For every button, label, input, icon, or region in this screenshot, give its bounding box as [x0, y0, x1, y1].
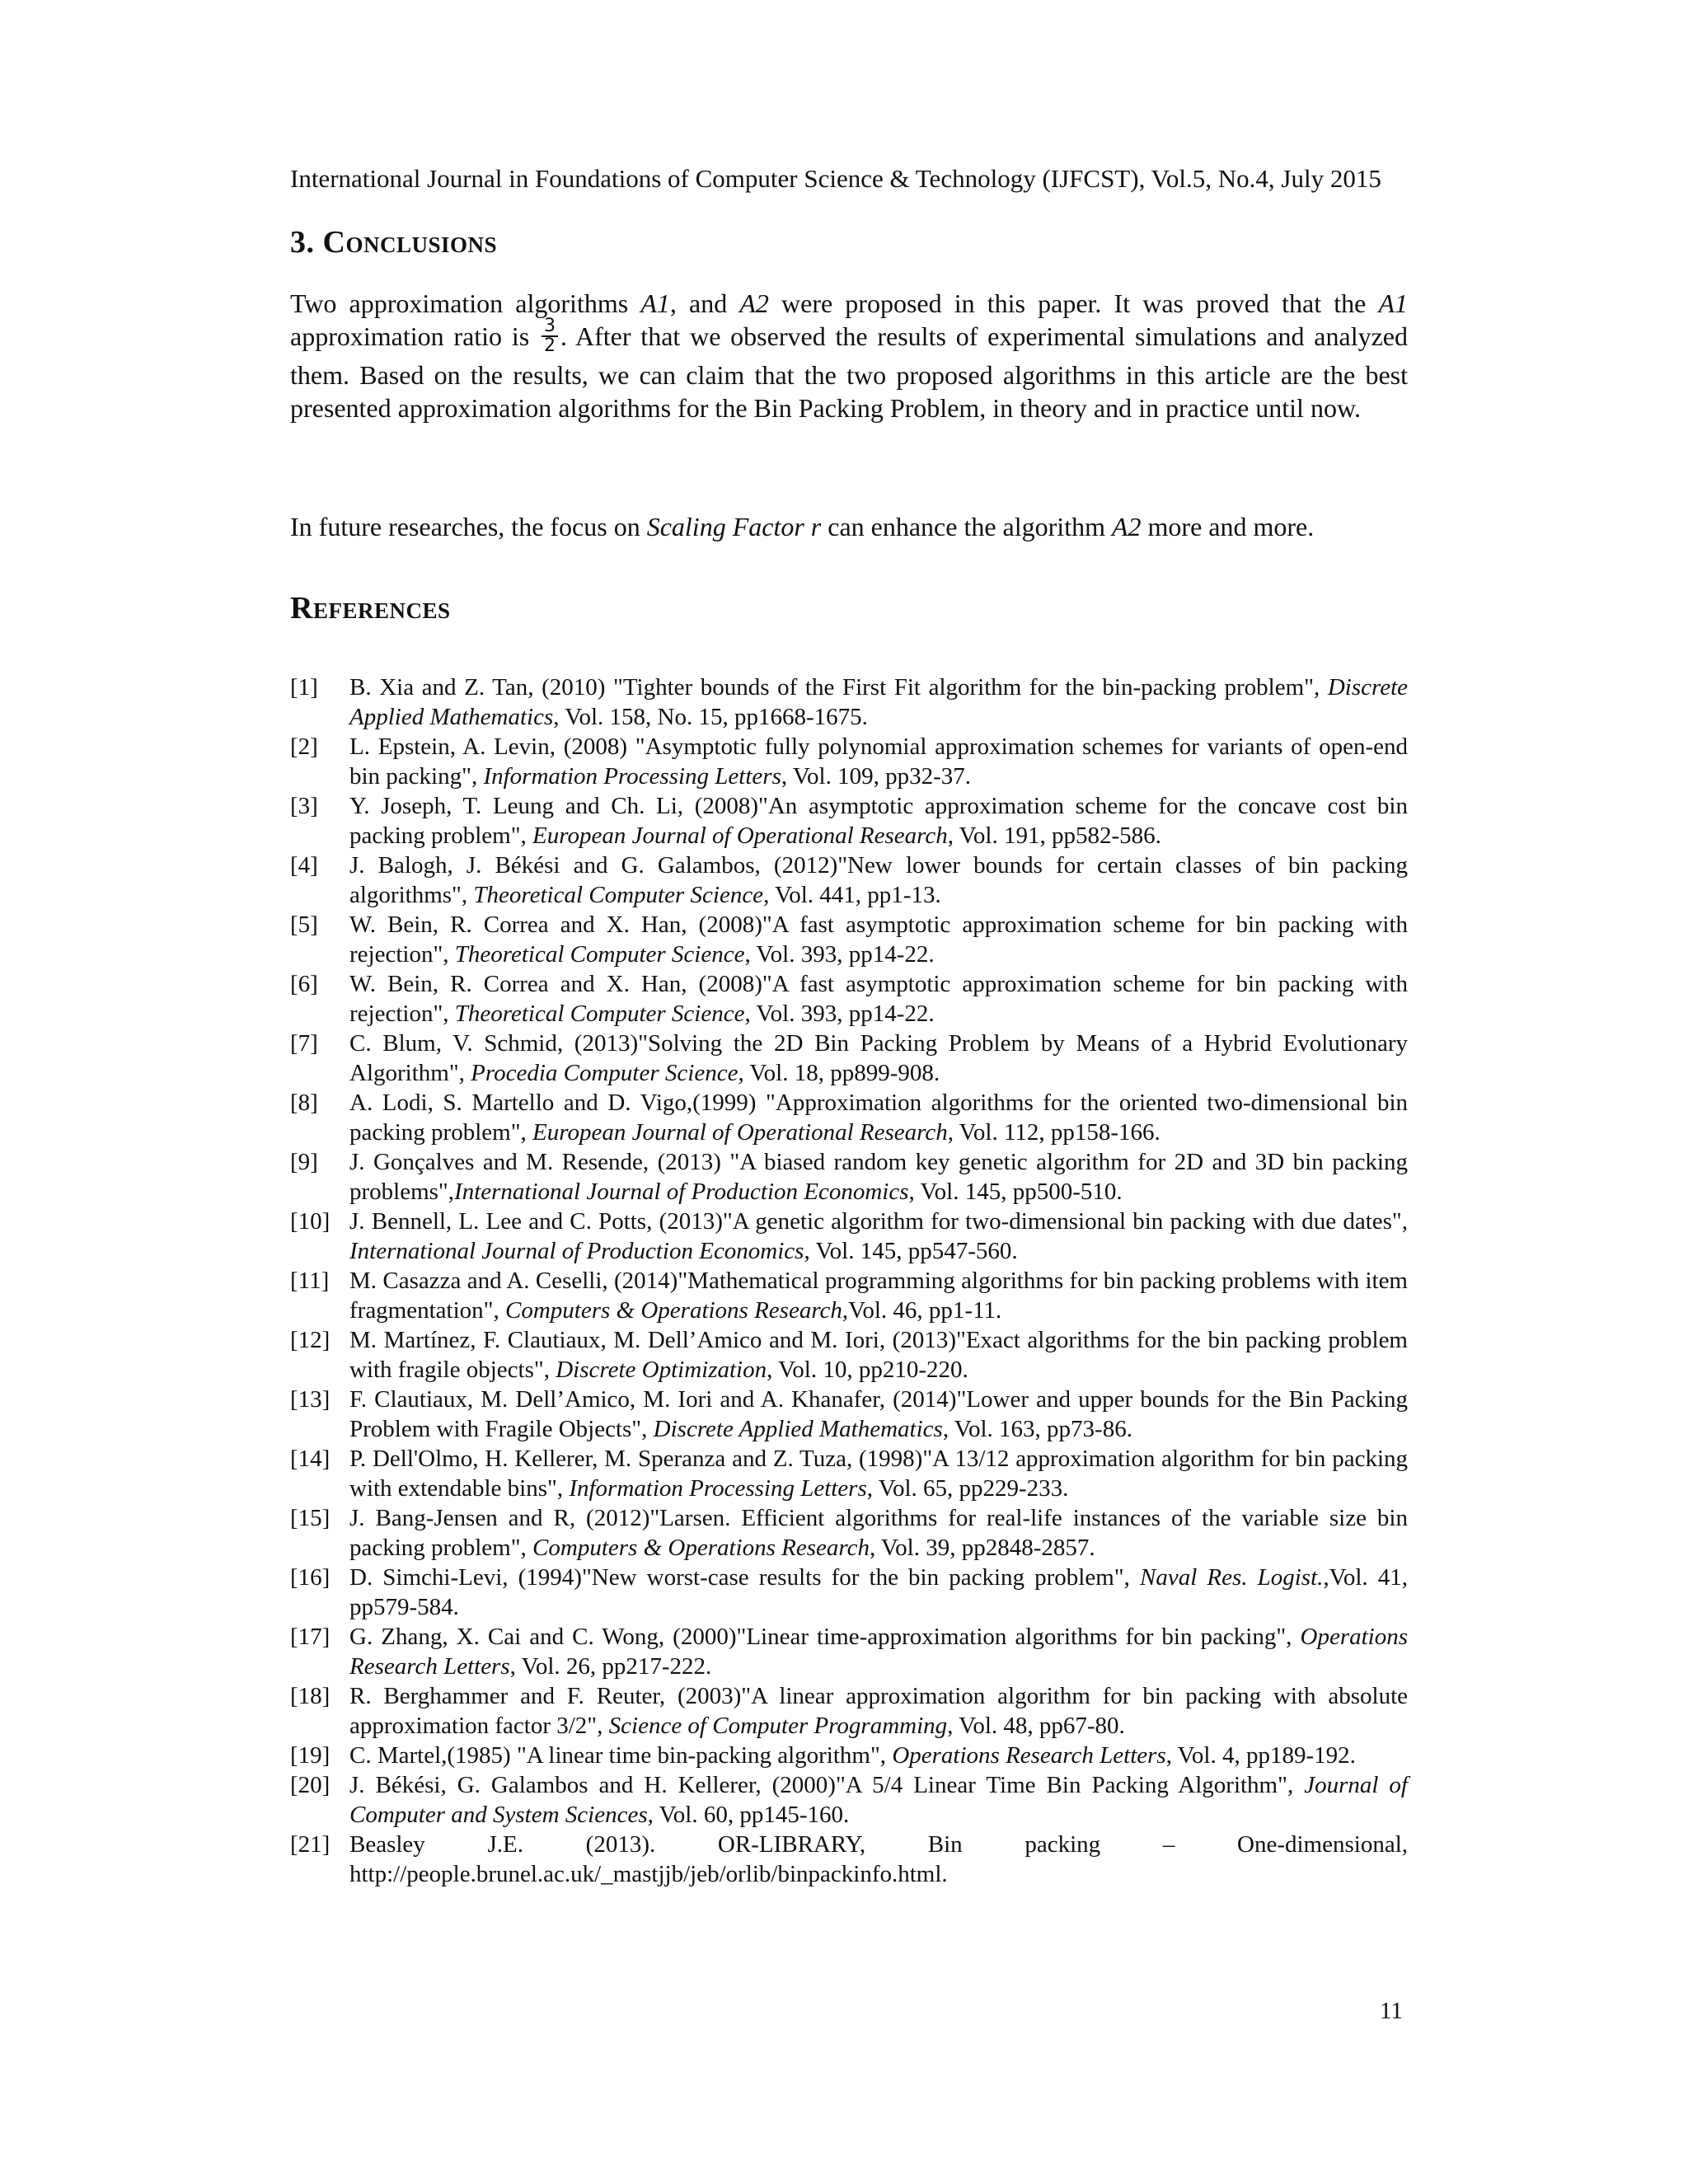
reference-number: [10] [290, 1208, 331, 1235]
reference-item [290, 1741, 1408, 1770]
reference-number: [3] [290, 793, 318, 819]
text-run: In future researches, the focus on [290, 512, 647, 541]
reference-item [290, 1385, 1408, 1444]
reference-details: ,Vol. 46, pp1-11. [842, 1297, 1002, 1324]
reference-item [290, 732, 1408, 791]
reference-item [290, 1088, 1408, 1147]
reference-venue: Information Processing Letters [483, 763, 781, 790]
reference-text: J. Bang-Jensen and R, (2012)"Larsen. Efficient algorithms for real-life instances of the variable size bin packing problem", [349, 1505, 1408, 1561]
reference-venue: Discrete Optimization [556, 1357, 767, 1383]
reference-number: [13] [290, 1386, 331, 1413]
reference-details: , Vol. 18, pp899-908. [738, 1060, 940, 1086]
reference-text: P. Dell'Olmo, H. Kellerer, M. Speranza and Z. Tuza, (1998)"A 13/12 approximation algorithm for bin packing with extendable bins", [349, 1446, 1408, 1502]
reference-text: Y. Joseph, T. Leung and Ch. Li, (2008)"An asymptotic approximation scheme for the concave cost bin packing problem", [349, 793, 1408, 849]
reference-venue: Theoretical Computer Science [454, 941, 745, 968]
reference-number: [1] [290, 674, 318, 701]
reference-venue: Theoretical Computer Science [473, 882, 764, 908]
reference-details: , Vol. 26, pp217-222. [509, 1653, 712, 1680]
reference-venue: Science of Computer Programming [608, 1713, 948, 1739]
reference-number: [4] [290, 852, 318, 879]
reference-details: , Vol. 4, pp189-192. [1165, 1742, 1356, 1769]
text-run: can enhance the algorithm [821, 512, 1112, 541]
fraction-denominator: 2 [543, 335, 556, 356]
page-number: 11 [1380, 1998, 1403, 2024]
reference-venue: European Journal of Operational Research [532, 1119, 948, 1146]
reference-number: [15] [290, 1505, 331, 1531]
reference-venue: Discrete Applied Mathematics [653, 1416, 943, 1442]
reference-text: J. Balogh, J. Békési and G. Galambos, (2012)"New lower bounds for certain classes of bin packing algorithms", [349, 852, 1408, 908]
reference-item [290, 791, 1408, 851]
section-title: Conclusions [322, 225, 497, 260]
reference-venue: European Journal of Operational Research [532, 823, 948, 849]
reference-details: , Vol. 158, No. 15, pp1668-1675. [553, 704, 868, 730]
text-run: more and more. [1141, 512, 1315, 541]
reference-number: [20] [290, 1772, 331, 1798]
reference-text: G. Zhang, X. Cai and C. Wong, (2000)"Linear time-approximation algorithms for bin packing", [349, 1624, 1301, 1650]
reference-details: ,Vol. 41, pp579-584. [349, 1564, 1409, 1620]
reference-item [290, 910, 1408, 969]
reference-details: , Vol. 112, pp158-166. [947, 1119, 1160, 1146]
reference-item [290, 1830, 1408, 1889]
reference-text: W. Bein, R. Correa and X. Han, (2008)"A fast asymptotic approximation scheme for bin packing with rejection", [349, 971, 1408, 1027]
reference-venue: Discrete Applied Mathematics [349, 674, 1408, 730]
reference-text: M. Martínez, F. Clautiaux, M. Dell’Amico and M. Iori, (2013)"Exact algorithms for the bin packing problem with fragile objects", [349, 1327, 1408, 1383]
reference-item [290, 1029, 1408, 1088]
reference-venue: Computers & Operations Research [532, 1535, 870, 1561]
reference-number: [2] [290, 733, 318, 760]
reference-number: [8] [290, 1090, 318, 1116]
reference-number: [11] [290, 1268, 330, 1294]
reference-venue: Naval Res. Logist. [1139, 1564, 1324, 1591]
reference-number: [19] [290, 1742, 331, 1769]
text-run: , and [669, 288, 740, 318]
text-run: approximation ratio is [290, 321, 539, 351]
reference-details: , Vol. 10, pp210-220. [767, 1357, 968, 1383]
reference-item [290, 1147, 1408, 1207]
reference-text: B. Xia and Z. Tan, (2010) "Tighter bounds of the First Fit algorithm for the bin-packing problem", [349, 674, 1328, 701]
reference-details: , Vol. 65, pp229-233. [866, 1475, 1069, 1502]
references-heading [290, 588, 450, 628]
text-run: . After that we observed the results of experimental simulations and analyzed them. Based on the results, we can claim that the two proposed algorithms in this article are the best presented approximation algorithms for the Bin Packing Problem, in theory and in practice until now. [290, 321, 1409, 423]
reference-item [290, 1563, 1408, 1622]
ratio-fraction [542, 317, 558, 355]
reference-item [290, 1207, 1408, 1266]
reference-item [290, 673, 1408, 732]
reference-details: , Vol. 393, pp14-22. [744, 1001, 935, 1027]
reference-text: J. Békési, G. Galambos and H. Kellerer, (2000)"A 5/4 Linear Time Bin Packing Algorithm", [349, 1772, 1305, 1798]
reference-text: Beasley J.E. (2013). OR-LIBRARY, Bin packing – One-dimensional, http://people.brunel.ac.uk/_mastjjb/jeb/orlib/binpackinfo.html. [349, 1831, 1408, 1887]
reference-item [290, 1622, 1408, 1681]
reference-text: C. Martel,(1985) "A linear time bin-packing algorithm", [349, 1742, 893, 1769]
reference-details: , Vol. 109, pp32-37. [781, 763, 972, 790]
reference-number: [5] [290, 912, 318, 938]
reference-number: [16] [290, 1564, 331, 1591]
algorithm-name: A2 [739, 288, 769, 318]
reference-details: , Vol. 441, pp1-13. [763, 882, 941, 908]
conclusions-paragraph-2 [290, 510, 1408, 543]
reference-item [290, 1325, 1408, 1385]
reference-number: [14] [290, 1446, 331, 1472]
reference-text: D. Simchi-Levi, (1994)"New worst-case results for the bin packing problem", [349, 1564, 1140, 1591]
algorithm-name: A1 [1378, 288, 1409, 318]
reference-item [290, 1503, 1408, 1563]
reference-text: L. Epstein, A. Levin, (2008) "Asymptotic fully polynomial approximation schemes for variants of open-end bin packing", [349, 733, 1408, 790]
reference-item [290, 1266, 1408, 1325]
algorithm-name: A1 [640, 288, 670, 318]
reference-details: , Vol. 163, pp73-86. [942, 1416, 1132, 1442]
reference-details: , Vol. 39, pp2848-2857. [869, 1535, 1095, 1561]
reference-text: J. Gonçalves and M. Resende, (2013) "A biased random key genetic algorithm for 2D and 3D bin packing problems", [349, 1149, 1408, 1205]
reference-venue: Operations Research Letters [892, 1742, 1166, 1769]
text-run: were proposed in this paper. It was proved that the [768, 288, 1379, 318]
reference-venue: Information Processing Letters [569, 1475, 867, 1502]
reference-details: , Vol. 48, pp67-80. [947, 1713, 1125, 1739]
reference-venue: Journal of Computer and System Sciences [349, 1772, 1408, 1828]
reference-venue: Operations Research Letters [349, 1624, 1408, 1680]
reference-number: [17] [290, 1624, 331, 1650]
reference-list [290, 673, 1408, 1889]
reference-venue: Theoretical Computer Science [454, 1001, 745, 1027]
reference-details: , Vol. 145, pp500-510. [908, 1179, 1123, 1205]
reference-details: , Vol. 145, pp547-560. [804, 1238, 1018, 1264]
reference-venue: Procedia Computer Science [471, 1060, 738, 1086]
text-run: Two approximation algorithms [290, 288, 641, 318]
reference-text: W. Bein, R. Correa and X. Han, (2008)"A fast asymptotic approximation scheme for bin packing with rejection", [349, 912, 1408, 968]
reference-item [290, 969, 1408, 1029]
reference-number: [21] [290, 1831, 331, 1858]
reference-text: R. Berghammer and F. Reuter, (2003)"A linear approximation algorithm for bin packing with absolute approximation factor 3/2", [349, 1683, 1408, 1739]
emphasis: Scaling Factor r [646, 512, 822, 541]
section-title: References [290, 591, 451, 626]
conclusions-heading [290, 223, 497, 262]
reference-venue: International Journal of Production Economics [454, 1179, 909, 1205]
reference-item [290, 1681, 1408, 1741]
reference-number: [18] [290, 1683, 331, 1709]
reference-number: [9] [290, 1149, 318, 1175]
reference-number: [12] [290, 1327, 331, 1353]
reference-item [290, 1444, 1408, 1503]
reference-number: [7] [290, 1030, 318, 1057]
reference-text: C. Blum, V. Schmid, (2013)"Solving the 2D Bin Packing Problem by Means of a Hybrid Evolutionary Algorithm", [349, 1030, 1408, 1086]
fraction-numerator: 3 [542, 317, 558, 337]
reference-text: J. Bennell, L. Lee and C. Potts, (2013)"A genetic algorithm for two-dimensional bin packing with due dates", [349, 1208, 1408, 1235]
reference-text: F. Clautiaux, M. Dell’Amico, M. Iori and A. Khanafer, (2014)"Lower and upper bounds for the Bin Packing Problem with Fragile Objects", [349, 1386, 1408, 1442]
conclusions-paragraph-1 [290, 287, 1408, 424]
reference-details: , Vol. 393, pp14-22. [744, 941, 935, 968]
reference-item [290, 851, 1408, 910]
running-header: International Journal in Foundations of Computer Science & Technology (IJFCST), Vol.5, No.4, July 2015 [290, 164, 1381, 193]
reference-venue: Computers & Operations Research [505, 1297, 842, 1324]
reference-venue: International Journal of Production Economics [349, 1238, 804, 1264]
reference-number: [6] [290, 971, 318, 997]
reference-details: , Vol. 60, pp145-160. [647, 1802, 850, 1828]
reference-details: , Vol. 191, pp582-586. [947, 823, 1161, 849]
algorithm-name: A2 [1111, 512, 1142, 541]
reference-item [290, 1770, 1408, 1830]
section-number: 3. [290, 225, 323, 260]
reference-text: A. Lodi, S. Martello and D. Vigo,(1999) "Approximation algorithms for the oriented two-dimensional bin packing problem", [349, 1090, 1408, 1146]
reference-text: M. Casazza and A. Ceselli, (2014)"Mathematical programming algorithms for bin packing problems with item fragmentation", [349, 1268, 1408, 1324]
